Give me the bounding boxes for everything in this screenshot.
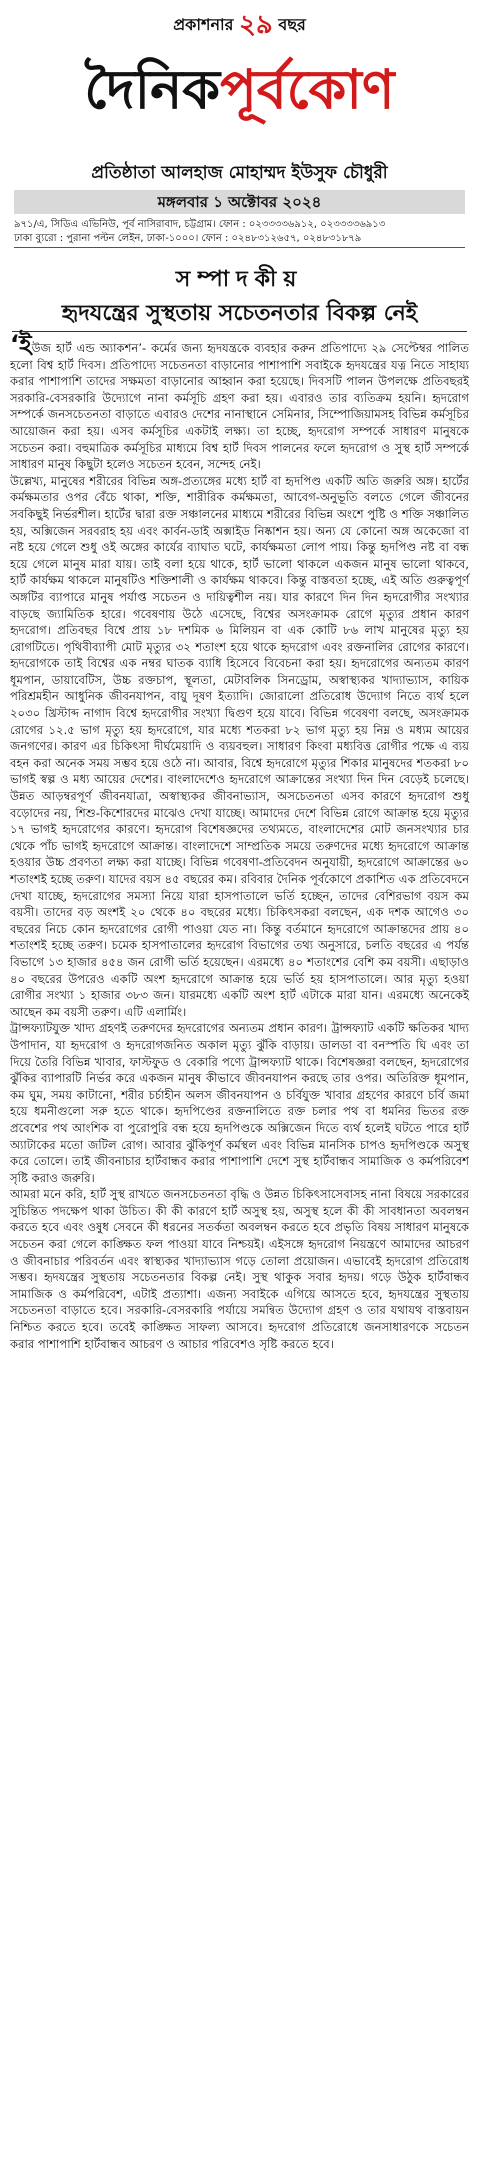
section-label: সম্পাদকীয় (175, 267, 304, 292)
logo-part-dainik: দৈনিক (84, 58, 221, 121)
tagline-prefix: প্রকাশনার (173, 15, 234, 34)
headline-underline (12, 331, 467, 332)
date-bar: মঙ্গলবার ১ অক্টোবর ২০২৪ (14, 190, 465, 214)
article-paragraph: আমরা মনে করি, হার্ট সুস্থ রাখতে জনসচেতনতা বৃদ্ধি ও উন্নত চিকিৎসাসেবাসহ নানা বিষয়ে সরকারের সুচিন্তিত পদক্ষেপ থাকা উচিত। কী কী কারণে হার্ট অসুস্থ হয়, অসুস্থ হলে কী কী সাবধানতা অবলম্বন করতে হবে এবং ওষুধ সেবনে কী ধরনের সতর্কতা অবলম্বন করতে হবে প্রভৃতি বিষয় সাধারণ মানুষকে সচেতন করা গেলে কাঙ্ক্ষিত ফল পাওয়া যাবে নিশ্চয়ই। এইসঙ্গে হৃদরোগ নিয়ন্ত্রণে আমাদের আচরণ ও জীবনাচার পরিবর্তন এবং স্বাস্থ্যকর খাদ্যাভ্যাস গড়ে তোলা প্রয়োজন। এভাবেই হৃদরোগ প্রতিরোধ সম্ভব। হৃদযন্ত্রের সুস্থতায় সচেতনতার বিকল্প নেই। সুস্থ থাকুক সবার হৃদয়। গড়ে উঠুক হার্টবান্ধব সামাজিক ও কর্মপরিবেশ, এটাই প্রত্যাশা। এজন্য সবাইকে এগিয়ে আসতে হবে, হৃদযন্ত্রের সুস্থতায় সচেতনতা বাড়াতে হবে। সরকারি-বেসরকারি পর্যায়ে সমন্বিত উদ্যোগ গ্রহণ ও তার যথাযথ বাস্তবায়ন নিশ্চিত করতে হবে। তবেই কাঙ্ক্ষিত সাফল্য আসবে। হৃদরোগ প্রতিরোধে জনসাধারণকে সচেতন করার পাশাপাশি হার্টবান্ধব আচরণ ও আচার পরিবেশও সৃষ্টি করতে হবে। (10, 1187, 469, 1351)
logo-part-purbokon: পূর্বকোণ (220, 58, 395, 121)
tagline-year: ২৯ (239, 10, 273, 40)
address-line-2: ঢাকা ব্যুরো : পুরানা পল্টন লেইন, ঢাকা-১০০০। ফোন : ০২৪৮৩১২৬৫৭, ০২৪৮৩১৮৭৯ (14, 233, 362, 244)
article-paragraph: ট্রান্সফ্যাটযুক্ত খাদ্য গ্রহণই তরুণদের হৃদরোগের অন্যতম প্রধান কারণ। ট্রান্সফ্যাট একটি ক্ষতিকর খাদ্য উপাদান, যা হৃদরোগ ও হৃদরোগজনিত অকাল মৃত্যু ঝুঁকি বাড়ায়। ডালডা বা বনস্পতি ঘি এবং তা দিয়ে তৈরি বিভিন্ন খাবার, ফাস্টফুড ও বেকারি পণ্যে ট্রান্সফ্যাট থাকে। বিশেষজ্ঞরা বলছেন, হৃদরোগের ঝুঁকির ব্যাপারটি নির্ভর করে একজন মানুষ কীভাবে জীবনযাপন করছে তার ওপর। অতিরিক্ত ধূমপান, কম ঘুম, সময় কাটানো, শরীর চর্চাহীন অলস জীবনযাপন ও চর্বিযুক্ত খাবার গ্রহণের কারণে চর্বি জমা হয়ে ধমনীগুলো সরু হতে থাকে। হৃদপিণ্ডের রক্তনালিতে রক্ত চলার পথ বা ধমনির ভিতর রক্ত প্রবেশের পথ আংশিক বা পুরোপুরি বন্ধ হয়ে হৃদপিণ্ডকে অক্সিজেন দিতে ব্যর্থ হলেই ঘটতে পারে হার্ট অ্যাটাকের মতো জটিল রোগ। আবার ঝুঁকিপূর্ণ কর্মস্থল এবং বিভিন্ন মানসিক চাপও হৃদপিণ্ডকে অসুস্থ করে তোলে। তাই জীবনাচার হার্টবান্ধব করার পাশাপাশি দেশে সুস্থ হার্টবান্ধব সামাজিক ও কর্মপরিবেশ সৃষ্টি করাও জরুরি। (10, 1021, 469, 1185)
paragraph-text: উজ হার্ট এন্ড অ্যাকশন’- কর্মের জন্য হৃদযন্ত্রকে ব্যবহার করুন প্রতিপাদ্যে ২৯ সেপ্টেম্বর পালিত হলো বিশ্ব হার্ট দিবস। প্রতিপাদ্যে সচেতনতা বাড়ানোর পাশাপাশি সবাইকে হৃদযন্ত্রের যত্ন নিতে সাহায্য করার পাশাপাশি তাদের সক্ষমতা বাড়ানোর আহ্বান করা হয়েছে। দিবসটি পালন উপলক্ষে প্রতিবছরই সরকারি-বেসরকারি উদ্যোগে নানা কর্মসূচি গ্রহণ করা হয়। এবারও তার ব্যতিক্রম হয়নি। হৃদরোগ সম্পর্কে জনসচেতনতা বাড়াতে এবারও দেশের নানাস্থানে সেমিনার, সিম্পোজিয়ামসহ বিভিন্ন কর্মসূচির আয়োজন করা হয়। এসব কর্মসূচির একটাই লক্ষ্য। তা হচ্ছে, হৃদরোগ সম্পর্কে সাধারণ মানুষকে সচেতন করা। বহুমাত্রিক কর্মসূচির মাধ্যমে বিশ্ব হার্ট দিবস পালনের ফলে হৃদরোগ ও সুস্থ হার্ট সম্পর্কে সাধারণ মানুষ কিছুটা হলেও সচেতন হবেন, সন্দেহ নেই। (10, 341, 469, 472)
drop-cap: ‘ই (10, 330, 32, 358)
founder-line: প্রতিষ্ঠাতা আলহাজ মোহাম্মদ ইউসুফ চৌধুরী (91, 163, 388, 183)
divider (14, 247, 465, 248)
headline: হৃদযন্ত্রের সুস্থতায় সচেতনতার বিকল্প নেই (61, 301, 418, 326)
article-body (10, 330, 469, 1352)
tagline-suffix: বছর (278, 15, 306, 34)
address-line-1: ৯৭১/এ, সিডিএ এভিনিউ, পূর্ব নাসিরাবাদ, চট্টগ্রাম। ফোন : ০২৩৩৩৩৬৯১২, ০২৩৩৩৩৬৯১৩ (14, 219, 386, 230)
masthead (0, 0, 479, 243)
article-paragraph: উল্লেখ্য, মানুষের শরীরের বিভিন্ন অঙ্গ-প্রত্যঙ্গের মধ্যে হার্ট বা হৃদপিণ্ড একটি অতি জরুরি অঙ্গ। হার্টের কর্মক্ষমতার ওপর বেঁচে থাকা, শক্তি, শারীরিক কর্মক্ষমতা, আবেগ-অনুভূতি বলতে গেলে জীবনের সবকিছুই নির্ভরশীল। হার্টের দ্বারা রক্ত সঞ্চালনের মাধ্যমে শরীরের বিভিন্ন অংশে পুষ্টি ও শক্তি সঞ্চালিত হয়, অক্সিজেন সরবরাহ হয় এবং কার্বন-ডাই অক্সাইড নিষ্কাশন হয়। অন্য যে কোনো অঙ্গ অকেজো বা নষ্ট হয়ে গেলে শুধু ওই অঙ্গের কার্যের ব্যাঘাত ঘটে, কার্যক্ষমতা লোপ পায়। কিন্তু হৃদপিণ্ড নষ্ট বা বন্ধ হয়ে গেলে মানুষ মারা যায়। তাই বলা হয়ে থাকে, হার্ট ভালো থাকলে একজন মানুষ ভালো থাকবে, হার্ট কার্যক্ষম থাকলে মানুষটিও শক্তিশালী ও কার্যক্ষম থাকবে। কিন্তু বাস্তবতা হচ্ছে, এই অতি গুরুত্বপূর্ণ অঙ্গটির ব্যাপারে মানুষ পর্যাপ্ত সচেতন ও দায়িত্বশীল নয়। যার কারণে দিন দিন হৃদরোগীর সংখ্যার বাড়ছে জ্যামিতিক হারে। গবেষণায় উঠে এসেছে, বিশ্বের অসংক্রামক রোগে মৃত্যুর প্রধান কারণ হৃদরোগ। প্রতিবছর বিশ্বে প্রায় ১৮ দশমিক ৬ মিলিয়ন বা এক কোটি ৮৬ লাখ মানুষের মৃত্যু হয় রোগটিতে। পৃথিবীব্যাপী মোট মৃত্যুর ৩২ শতাংশ হয়ে থাকে হৃদরোগ এবং রক্তনালির রোগের কারণে। হৃদরোগকে তাই বিশ্বের এক নম্বর ঘাতক ব্যাধি হিসেবে বিবেচনা করা হয়। হৃদরোগের অন্যতম কারণ ধূমপান, ডায়াবেটিস, উচ্চ রক্তচাপ, স্থূলতা, মেটাবলিক সিনড্রোম, অস্বাস্থ্যকর খাদ্যাভ্যাস, কায়িক পরিশ্রমহীন আধুনিক জীবনযাপন, বায়ু দূষণ ইত্যাদি। জোরালো প্রতিরোধ উদ্যোগ নিতে ব্যর্থ হলে ২০৩০ খ্রিস্টাব্দ নাগাদ বিশ্বে হৃদরোগীর সংখ্যা দ্বিগুণ হয়ে যাবে। বিভিন্ন গবেষণা বলছে, অসংক্রামক রোগের ১২.৫ ভাগ মৃত্যু হয় হৃদরোগে, যার মধ্যে শতকরা ৮২ ভাগ মৃত্যু হয় নিম্ন ও মধ্যম আয়ের জনগণের। কারণ এর চিকিৎসা দীর্ঘমেয়াদি ও ব্যয়বহুল। সাধারণ কিংবা মধ্যবিত্ত রোগীর পক্ষে এ ব্যয় বহন করা অনেক সময় সম্ভব হয়ে ওঠে না। আবার, বিশ্বে হৃদরোগে মৃত্যুর শিকার মানুষদের শতকরা ৮০ ভাগই স্বল্প ও মধ্য আয়ের দেশের। বাংলাদেশেও হৃদরোগে আক্রান্তের সংখ্যা দিন দিন বেড়েই চলেছে। উন্নত আড়ম্বরপূর্ণ জীবনযাত্রা, অস্বাস্থ্যকর জীবনাভ্যাস, অসচেতনতা এসব কারণে হৃদরোগ শুধু বড়োদের নয়, শিশু-কিশোরদের মাঝেও দেখা যাচ্ছে। আমাদের দেশে বিভিন্ন রোগে আক্রান্ত হয়ে মৃত্যুর ১৭ ভাগই হৃদরোগের কারণে। হৃদরোগ বিশেষজ্ঞদের তথ্যমতে, বাংলাদেশের মোট জনসংখ্যার চার থেকে পাঁচ ভাগই হৃদরোগে আক্রান্ত। বাংলাদেশে সাম্প্রতিক সময়ে তরুণদের মধ্যে হৃদরোগে আক্রান্ত হওয়ার উচ্চ প্রবণতা লক্ষ্য করা যাচ্ছে। বিভিন্ন গবেষণা-প্রতিবেদন অনুযায়ী, হৃদরোগে আক্রান্তের ৬০ শতাংশই হচ্ছে তরুণ। যাদের বয়স ৪৫ বছরের কম। রবিবার দৈনিক পূর্বকোণে প্রকাশিত এক প্রতিবেদনে দেখা যাচ্ছে, হৃদরোগের সমস্যা নিয়ে যারা হাসপাতালে ভর্তি হচ্ছেন, তাদের বেশিরভাগ বয়স কম বয়সী। তাদের বড় অংশই ২০ থেকে ৪০ বছরের মধ্যে। চিকিৎসকরা বলছেন, এক দশক আগেও ৩০ বছরের নিচে কোন হৃদরোগের রোগী পাওয়া যেত না। কিন্তু বর্তমানে হৃদরোগে আক্রান্তদের প্রায় ৪০ শতাংশই হচ্ছে তরুণ। চমেক হাসপাতালের হৃদরোগ বিভাগের তথ্য অনুসারে, চলতি বছরের এ পর্যন্ত বিভাগে ১৩ হাজার ৪৫৪ জন রোগী ভর্তি হয়েছেন। এরমধ্যে ৪০ শতাংশের বেশি কম বয়সী। এছাড়াও ৪০ বছরের উপরেও একটি অংশ হৃদরোগে আক্রান্ত হয়ে ভর্তি হয় হাসপাতালে। আর মৃত্যু হওয়া রোগীর সংখ্যা ১ হাজার ৩৮৩ জন। যারমধ্যে একটি অংশ হার্ট এটাকে মারা যান। এরমধ্যে অনেকেই আছেন কম বয়সী তরুণ। এটি এলার্মিং। (10, 473, 469, 1019)
newspaper-logo (0, 40, 479, 140)
article-paragraph (10, 330, 469, 473)
